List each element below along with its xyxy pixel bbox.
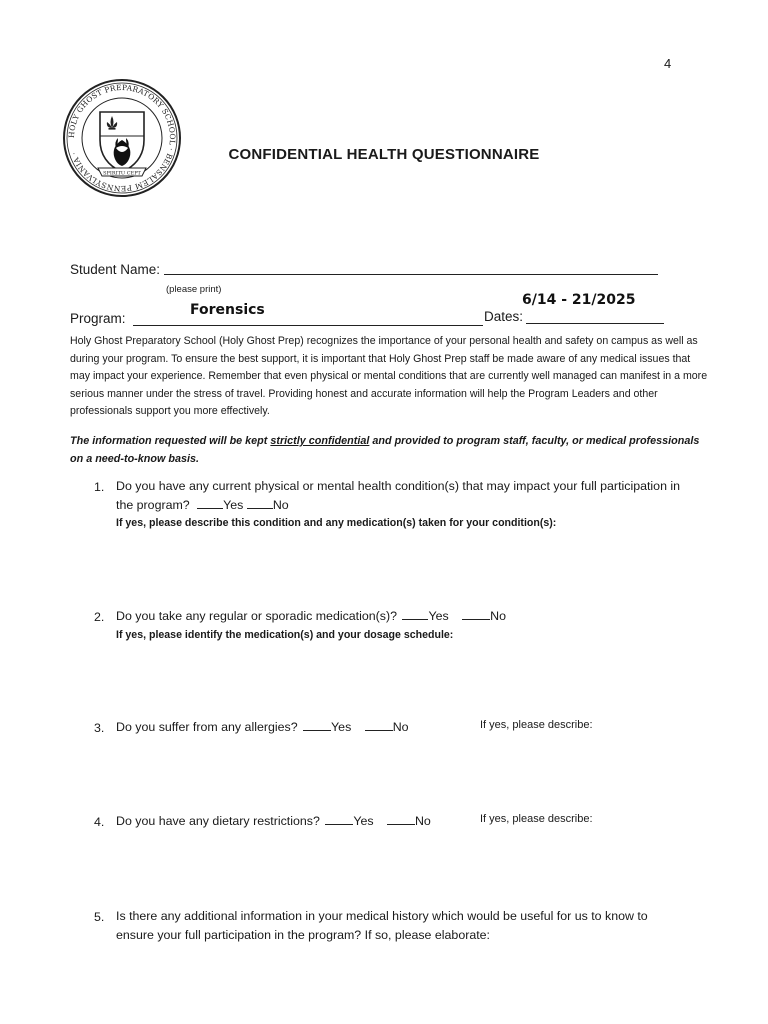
question-4-no-label: No [414, 814, 431, 828]
question-3-number: 3. [94, 721, 105, 735]
question-3-no-blank[interactable] [365, 719, 393, 731]
question-5: Is there any additional information in your medical history which would be useful for us to know to ensure your full participation in the program? If so, please elaborate: [116, 909, 648, 942]
question-1-instruction: If yes, please describe this condition and any medication(s) taken for your condition(s): [116, 517, 557, 529]
program-value: Forensics [190, 302, 265, 318]
question-1-no-blank[interactable] [247, 497, 273, 509]
school-seal-logo [60, 76, 184, 200]
strictly-confidential-emphasis: strictly confidential [270, 435, 370, 447]
dates-value: 6/14 - 21/2025 [522, 292, 636, 308]
question-2: Do you take any regular or sporadic medication(s)? Yes No [116, 609, 506, 623]
question-2-number: 2. [94, 610, 105, 624]
question-1-yes-label: Yes [223, 498, 244, 512]
question-1: Do you have any current physical or mental health condition(s) that may impact your full participation in the program? Yes No [116, 479, 681, 512]
question-1-number: 1. [94, 480, 105, 494]
question-4: Do you have any dietary restrictions? Yes No [116, 814, 431, 828]
question-3: Do you suffer from any allergies? Yes No [116, 720, 409, 734]
program-label: Program: [70, 311, 126, 326]
question-3-no-label: No [392, 720, 409, 734]
seal-ring-text: HOLY GHOST PREPARATORY SCHOOL · BENSALEM PENNSYLVANIA · [66, 82, 178, 194]
question-3-yes-blank[interactable] [303, 719, 331, 731]
question-2-no-label: No [490, 609, 506, 623]
page-title: CONFIDENTIAL HEALTH QUESTIONNAIRE [228, 146, 540, 163]
question-1-no-label: No [272, 498, 289, 512]
question-4-number: 4. [94, 815, 105, 829]
intro-paragraph: Holy Ghost Preparatory School (Holy Ghost Prep) recognizes the importance of your personal health and safety on campus as well as during your program. To ensure the best support, it is important that Holy Ghost Prep staff be made aware of any medical issues that may impact your experience. Remember that even physical or mental conditions that are currently well managed can manifest in a more serious manner under the stress of travel. Providing honest and accurate information will help the Program Leaders and other professionals support you more effectively. [70, 335, 708, 418]
page-number: 4 [664, 56, 672, 71]
confidentiality-notice: The information requested will be kept strictly confidential and provided to program staff, faculty, or medical professionals on a need-to-know basis. [70, 435, 700, 465]
question-2-no-blank[interactable] [462, 608, 490, 620]
question-3-yes-label: Yes [331, 720, 352, 734]
question-2-yes-blank[interactable] [402, 608, 428, 620]
question-1-yes-blank[interactable] [197, 497, 223, 509]
student-name-field[interactable] [164, 274, 658, 275]
question-2-yes-label: Yes [428, 609, 449, 623]
dates-field[interactable] [526, 323, 664, 324]
student-name-hint: (please print) [166, 284, 222, 295]
question-3-describe: If yes, please describe: [480, 719, 593, 731]
student-name-label: Student Name: [70, 262, 161, 277]
seal-banner-text: SPIRITU CEPT [103, 170, 141, 177]
question-4-describe: If yes, please describe: [480, 813, 593, 825]
question-4-yes-blank[interactable] [325, 813, 353, 825]
question-4-yes-label: Yes [353, 814, 374, 828]
program-field[interactable] [133, 325, 483, 326]
question-5-number: 5. [94, 910, 105, 924]
question-4-no-blank[interactable] [387, 813, 415, 825]
dates-label: Dates: [484, 309, 524, 324]
question-2-instruction: If yes, please identify the medication(s) and your dosage schedule: [116, 629, 454, 641]
